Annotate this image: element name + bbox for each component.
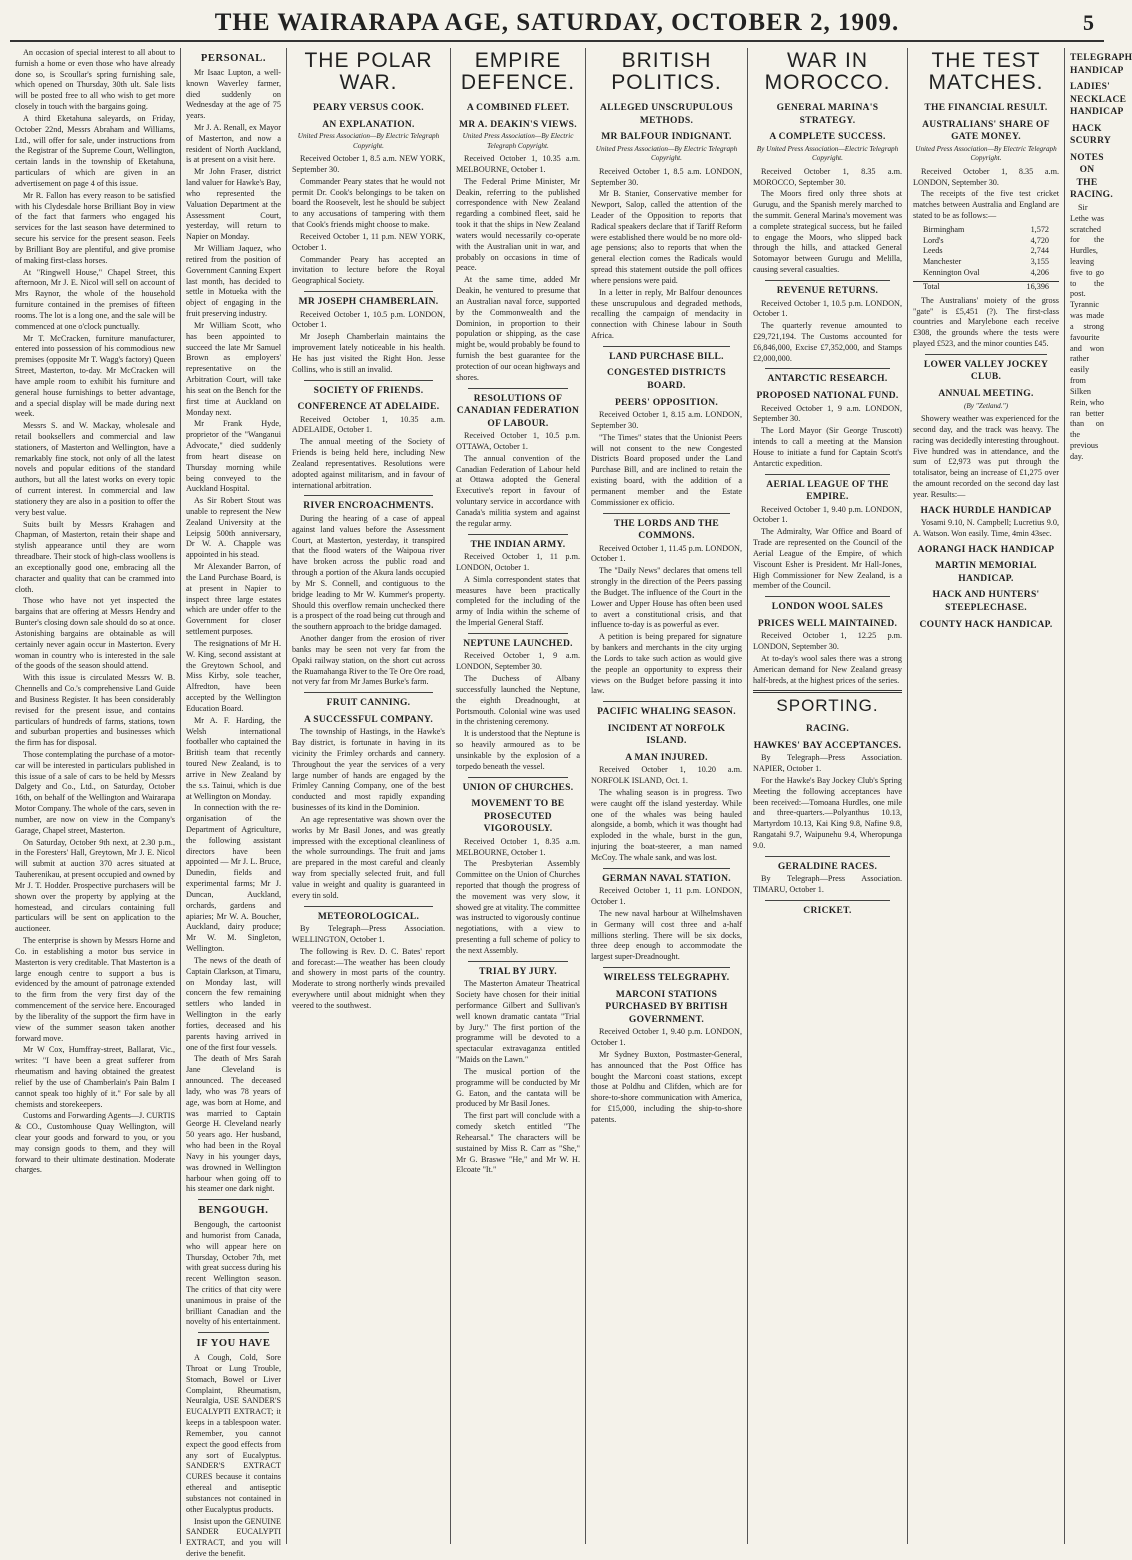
wire-credit: United Press Association—By Electric Telegraph Copyright.: [595, 144, 738, 163]
paragraph: The receipts of the five test cricket matches between Australia and England are stated to be as follows:—: [913, 189, 1059, 220]
dateline: Received October 1, 9 a.m. LONDON, September 30.: [456, 651, 580, 672]
column-local-notes: [10, 48, 180, 1544]
subheading: AERIAL LEAGUE OF THE EMPIRE.: [766, 479, 889, 503]
divider: [304, 906, 433, 907]
paragraph: With this issue is circulated Messrs W. B. Chennells and Co.'s comprehensive Land Guide and Business Register. It has been considerably revised for the present issue, and contains particulars of hundreds of farms, stations, town and suburban properties and businesses which the firm has for disposal.: [15, 673, 175, 748]
paragraph: Those who have not yet inspected the bargains that are offering at Messrs Hendry and Bunter's closing down sale should do so at once. Astonishing bargains are obtainable as will certainly never again occur in Masterton. Every woman in country who is interested in the sale of the goods of the season should attend.: [15, 596, 175, 671]
paragraph: Bengough, the cartoonist and humorist from Canada, who will appear here on Thursday, October 7th, met with great success during his recent Wellington season. The critics of that city were unanimous in praise of the brilliant Canadian and the novelty of his entertainment.: [186, 1220, 281, 1327]
subheading: THE LORDS AND THE COMMONS.: [614, 518, 719, 542]
divider: [468, 961, 568, 962]
race-heading: HACK HURDLE HANDICAP: [920, 505, 1052, 516]
table-cell: 2,744: [1030, 246, 1049, 256]
subheading: A COMPLETE SUCCESS.: [769, 132, 886, 143]
table-row: [913, 225, 1059, 236]
section-heading: PERSONAL.: [200, 53, 267, 64]
table-cell: Leeds: [923, 246, 943, 256]
paragraph: In a letter in reply, Mr Balfour denounces these unscrupulous and degraded methods, recalling the campaign of mendacity in connection with Chinese labour in South Africa.: [591, 287, 742, 341]
paragraph: The following is Rev. D. C. Bates' report and forecast:—The weather has been cloudy and showery in most parts of the country. Moderate to strong northerly winds prevailed everywhere until about midnight when they veered to the southwest.: [292, 946, 445, 1010]
paragraph: A Simla correspondent states that measures have been practically completed for the including of the army of India within the scheme of the Imperial General Staff.: [456, 574, 580, 628]
divider: [468, 633, 568, 634]
subheading: CONGESTED DISTRICTS BOARD.: [607, 368, 726, 391]
advert-heading: IF YOU HAVE: [196, 1338, 271, 1350]
column-racing-continued: [1064, 48, 1132, 1544]
subheading: RESOLUTIONS OF CANADIAN FEDERATION OF LABOUR.: [456, 393, 580, 429]
divider: [765, 900, 890, 901]
paragraph: Mr R. Fallon has every reason to be satisfied with his Clydesdale horse Brilliant Boy in view of the fact that farmers who engaged his services for the last season have determined to secure his service for the present season. Feels by Brilliant Boy are plentiful, and give promise of making first-class horses.: [15, 190, 175, 265]
paragraph: Commander Peary states that he would not permit Dr. Cook's belongings to be taken on board the Roosevelt, lest he should be subject to any accusations of tampering with them that Cook's friends might choose to make.: [292, 176, 445, 230]
column-empire-defence: [450, 48, 585, 1544]
paragraph: For the Hawke's Bay Jockey Club's Spring Meeting the following acceptances have been received:—Tomoana Hurdles, one mile and three-quarters.—Polyanthus 10.13, Martyrdom 10.13, Kai King 9.8, Nafine 9.8, Rangatahi 9.7, Waipunehu 9.4, Wheropunga 9.0.: [753, 775, 902, 850]
subheading: WIRELESS TELEGRAPHY.: [603, 973, 730, 984]
race-heading: NOTES ON THE RACING.: [1070, 152, 1114, 201]
paragraph: As Sir Robert Stout was unable to represent the New Zealand University at the Leipsig 500th anniversary, Dr W. A. Chapple was appointed in his stead.: [186, 496, 281, 560]
table-cell: 3,155: [1030, 257, 1049, 267]
dateline: Received October 1, 9 a.m. LONDON, September 30.: [753, 403, 902, 424]
section-heading: BENGOUGH.: [198, 1205, 269, 1217]
subheading: AN EXPLANATION.: [322, 119, 415, 130]
subheading: GERMAN NAVAL STATION.: [602, 873, 731, 884]
paragraph: The whaling season is in progress. Two were caught off the island yesterday. While one of the whales was being hauled alongside, a bomb, which it was thought had exploded in the whale, burst in the gun, injuring the boat-steerer, a man named McCoy. The whale sank, and was lost.: [591, 787, 742, 862]
dateline: Received October 1, 11 p.m. LONDON, October 1.: [456, 552, 580, 572]
paragraph: During the hearing of a case of appeal against land values before the Assessment Court, at Masterton, yesterday, it transpired that the flood waters of the Waipoua river have broken across the public road and through a portion of the Akura lands occupied by Mr S. Connell, and contiguous to the bridge leading to Mr W. Kummer's property. Should this overflow remain unchecked there is a prospect of the road being cut through and the southern approach to the bridge damaged.: [292, 513, 445, 632]
column-personal: [180, 48, 286, 1559]
subheading: CRICKET.: [803, 905, 852, 916]
dateline: Received October 1, 11 p.m. NEW YORK, October 1.: [292, 231, 445, 252]
paragraph: At the same time, added Mr Deakin, he ventured to presume that an Australian naval force, supported by the Commonwealth and the Dominion, in proportion to their population or shipping, as the case might be, would probably be found to furnish the best guarantee for the protection of our ocean highways and shores.: [456, 275, 580, 382]
paragraph: On Saturday, October 9th next, at 2.30 p.m., in the Foresters' Hall, Greytown, Mr J. E. Nicol will submit at auction 370 acres situated at Tauherenikau, at present occupied and owned by Mr J. T. Hodder. Prospective purchasers will be shown over the property by applying at the homestead, and circulars containing full particulars will be sent on application to the auctioneer.: [15, 837, 175, 934]
divider: [765, 368, 890, 369]
subheading: FRUIT CANNING.: [326, 698, 411, 709]
dateline: By Telegraph—Press Association. NAPIER, October 1.: [753, 753, 902, 774]
paragraph: Suits built by Messrs Krahagen and Chapman, of Masterton, retain their shape and stylish appearance until they are worn threadbare. Their stock of high-class woollens is an exceptionally good one, embracing all the character and quality that can be crammed into cloth.: [15, 519, 175, 594]
dateline: Received October 1, 10.5 p.m. OTTAWA, October 1.: [456, 431, 580, 451]
paragraph: An occasion of special interest to all about to furnish a home or even those who have already done so, is Scoullar's spring furnishing sale, which opened on Thursday, 30th ult. Sale lists will be posted free to all who wish to get more closely in touch with the bargains going.: [15, 48, 175, 112]
paragraph: Another danger from the erosion of river banks may be seen not very far from the Opaki railway station, on the short cut across the Ruamahanga River to the Te Ore Ore road, not very far from Mr James Burke's farm.: [292, 634, 445, 687]
paragraph: It is understood that the Neptune is so heavily armoured as to be unsinkable by the explosion of a torpedo beneath the vessel.: [456, 729, 580, 771]
subheading: LONDON WOOL SALES: [771, 602, 884, 613]
paragraph: The Australians' moiety of the gross "gate" is £5,451 (?). The first-class countries and Marylebone each receive £308, the grounds where the tests were played £523, and the minor counties £45.: [913, 295, 1059, 349]
divider: [765, 280, 890, 281]
paragraph: At to-day's wool sales there was a strong American demand for New Zealand greasy half-breds, at the highest prices of the series.: [753, 653, 902, 685]
paragraph: A third Eketahuna saleyards, on Friday, October 22nd, Messrs Abraham and Williams, Ltd., will offer for sale, under instructions from the Registrar of the Supreme Court, Wellington, certain lands in the township of Eketahuna, particulars of which are given in an advertisement on page 4 of this issue.: [15, 113, 175, 188]
paragraph: A Cough, Cold, Sore Throat or Lung Trouble, Stomach, Bowel or Liver Complaint, Rheumatism, Neuralgia, USE SANDER'S EUCALYPTI EXTRACT; it keeps in a tablespoon water. Remember, you cannot expect the good effects from any sort of Eucalyptus. SANDER'S EXTRACT CURES because it contains ethereal and antiseptic substances not contained in other Eucalyptus products.: [186, 1353, 281, 1514]
masthead: [10, 4, 1104, 42]
table-cell: 4,206: [1030, 268, 1049, 278]
subheading: UNION OF CHURCHES.: [462, 782, 574, 793]
article-title: THE TEST MATCHES.: [928, 49, 1044, 95]
race-heading: TELEGRAPH HANDICAP: [1070, 53, 1132, 76]
page-number: 5: [1083, 10, 1094, 35]
paragraph: The Masterton Amateur Theatrical Society have chosen for their initial performance Gilbert and Sullivan's well known dramatic cantata "Trial by Jury." The first portion of the programme will be devoted to a spectacular extravaganza entitled "Maids on the Lawn.": [456, 979, 580, 1065]
table-cell: 16,396: [1026, 281, 1049, 291]
column-polar-war: [286, 48, 450, 1544]
subheading: RIVER ENCROACHMENTS.: [303, 501, 434, 512]
dateline: Received October 1, 8.5 a.m. LONDON, September 30.: [591, 166, 742, 187]
subheading: PEARY VERSUS COOK.: [313, 103, 424, 114]
subheading: METEOROLOGICAL.: [317, 911, 420, 922]
paragraph: Those contemplating the purchase of a motor-car will be interested in particulars published in this issue of a sale of cars to be held by Messrs Dalgety and Co., Ltd., on Saturday, October 16th, on behalf of the Wellington and Wairarapa Motor Company. The whole of the cars, seven in number, are now on view in the Company's Garage, Chapel street, Masterton.: [15, 750, 175, 835]
race-heading: MARTIN MEMORIAL HANDICAP.: [935, 561, 1037, 584]
dateline: By Telegraph—Press Association. TIMARU, October 1.: [753, 874, 902, 895]
column-test-matches: [907, 48, 1064, 1544]
paragraph: The Moors fired only three shots at Gurugu, and the Spanish merely marched to the summit. General Marina's movement was a complete strategical success, but he failed to engage the Moors, who slipped back through the hills, and attacked General Sotomayor between Gurugu and Melilla, causing several casualties.: [753, 189, 902, 275]
paragraph: The Federal Prime Minister, Mr Deakin, referring to the published correspondence with New Zealand regarding a combined fleet, said he took it that the ships in New Zealand waters would necessarily co-operate with the Australian unit in war, and probably on occasions in time of peace.: [456, 176, 580, 273]
paragraph: The first part will conclude with a comedy sketch entitled "The Rehearsal." The characters will be sustained by Miss R. Carr as "She," Mr G. Braswe "He," and Mr W. H. Elcoate "It.": [456, 1111, 580, 1175]
paragraph: Mr Alexander Barron, of the Land Purchase Board, is at present in Napier to inspect three large estates which are under offer to the Government for closer settlement purposes.: [186, 562, 281, 637]
paragraph: An age representative was shown over the works by Mr Basil Jones, and was greatly impressed with the exceptional cleanliness of the whole surroundings. The fruit and jams are prepared in the most careful and cleanly way from specially selected fruit, and full value in weight and quality is guaranteed in every tin sold.: [292, 814, 445, 900]
paragraph: The Presbyterian Assembly Committee on the Union of Churches reported that though the progress of the movement was very slow, it showed gre at vitality. The committee was instructed to vigorously continue negotiations, with a view to presenting a full scheme of policy to the next Assembly.: [456, 859, 580, 955]
table-row: [913, 257, 1059, 268]
dateline: Received October 1, 8.35 a.m. LONDON, September 30.: [913, 166, 1059, 187]
subheading: ANNUAL MEETING.: [938, 389, 1034, 399]
divider: [603, 513, 730, 514]
subheading: GENERAL MARINA'S STRATEGY.: [776, 103, 879, 126]
article-title: EMPIRE DEFENCE.: [460, 49, 576, 95]
subheading: SOCIETY OF FRIENDS.: [313, 385, 424, 396]
dateline: Received October 1, 10.35 a.m. ADELAIDE, October 1.: [292, 414, 445, 435]
paragraph: Commander Peary has accepted an invitation to lecture before the Royal Geographical Society.: [292, 254, 445, 286]
paragraph: The township of Hastings, in the Hawke's Bay district, is fortunate in having in its vicinity the Frimley orchards and cannery. Throughout the year the services of a very large number of hands are engaged by the Frimley Canning Company, one of the best conducted and most rapidly expanding businesses of its kind in the Dominion.: [292, 727, 445, 813]
race-heading: LADIES' NECKLACE HANDICAP: [1070, 82, 1127, 118]
column-war-in-morocco: [747, 48, 907, 1544]
subheading: A COMBINED FLEET.: [466, 103, 570, 114]
subheading: REVENUE RETURNS.: [776, 285, 879, 296]
paragraph: The "Daily News" declares that omens tell strongly in the direction of the Peers passing the Budget. The influence of the Court in the Lower and Upper House has often been used to avert a constitutional crisis, and that influence to-day is as powerful as ever.: [591, 566, 742, 630]
paragraph: Mr William Scott, who has been appointed to succeed the late Mr Samuel Brown as employers' representative on the Arbitration Court, will take his seat on the Bench for the first time at Auckland on Monday next.: [186, 320, 281, 417]
divider: [468, 388, 568, 389]
divider: [603, 346, 730, 347]
paragraph: The musical portion of the programme will be conducted by Mr G. Eaton, and the cantata will be produced by Mr Basil Jones.: [456, 1066, 580, 1109]
column-british-politics: [585, 48, 747, 1544]
subheading: MR A. DEAKIN'S VIEWS.: [459, 119, 577, 130]
divider: [765, 856, 890, 857]
subheading: ALLEGED UNSCRUPULOUS METHODS.: [600, 103, 733, 126]
paragraph: The quarterly revenue amounted to £29,721,194. The Customs accounted for £6,846,000, Excise £7,352,000, and Stamps £2,000,000.: [753, 321, 902, 363]
paragraph: Mr William Jaquez, who retired from the position of Government Canning Expert last month, has decided to settle in Motueka with the object of engaging in the fruit preserving industry.: [186, 244, 281, 319]
paragraph: Sir Lethe was scratched for the Hurdles, leaving five to go to the post. Tyrannic was made a strong favourite and won rather easily from Silken Rein, who ran better than on the previous day.: [1070, 202, 1104, 461]
subheading: PROPOSED NATIONAL FUND.: [756, 391, 899, 401]
subheading: THE FINANCIAL RESULT.: [924, 103, 1048, 114]
paragraph: The death of Mrs Sarah Jane Cleveland is announced. The deceased lady, who was 78 years of age, was born at Home, and was married to Captain George H. Cleveland nearly 50 years ago. Her husband, who had been in the Royal Navy in his younger days, was drowned in Wellington harbour when going off to his steamer one dark night.: [186, 1054, 281, 1194]
dateline: Received October 1, 11.45 p.m. LONDON, October 1.: [591, 543, 742, 564]
dateline: Received October 1, 9.40 p.m. LONDON, October 1.: [753, 504, 902, 525]
wire-credit: United Press Association—By Electric Telegraph Copyright.: [297, 132, 440, 150]
paragraph: Customs and Forwarding Agents—J. CURTIS & CO., Customhouse Quay Wellington, will clear your goods and forward to you, or you may consign goods to them, and they will forward to their ultimate destination. Moderate charges.: [15, 1111, 175, 1175]
paragraph: Mr A. F. Harding, the Welsh international footballer who captained the British team that recently toured New Zealand, is to arrive in New Zealand by the s.s. Tainui, which is due at Wellington on Monday.: [186, 715, 281, 801]
paragraph: At "Ringwell House," Chapel Street, this afternoon, Mr J. E. Nicol will sell on account of Mrs Raynor, the whole of the household furniture contained in the premises of fifteen rooms. The lot is a long one, and the sale will be commenced at one o'clock punctually.: [15, 267, 175, 331]
paragraph: The enterprise is shown by Messrs Horne and Co. in establishing a motor bus service in Masterton is very creditable. That Masterton is a large enough centre to support a bus is evidenced by the amount of patronage extended to the firm from the very first day of the commencement of the service here. Encouraged by the liberality of the support the firm have in view of the summer season taken another forward move.: [15, 936, 175, 1043]
receipts-table: [913, 225, 1059, 293]
subheading: THE INDIAN ARMY.: [470, 539, 566, 550]
wire-credit: By United Press Association—Electric Telegraph Copyright.: [756, 144, 899, 163]
table-total-row: [913, 281, 1059, 293]
table-cell: Manchester: [923, 257, 962, 267]
table-row: [913, 268, 1059, 279]
subheading: CONFERENCE AT ADELAIDE.: [297, 402, 440, 413]
dateline: Received October 1, 10.35 a.m. MELBOURNE, October 1.: [456, 154, 580, 174]
paragraph: The Lord Mayor (Sir George Truscott) intends to call a meeting at the Mansion House to initiate a fund for Captain Scott's Antarctic expedition.: [753, 426, 902, 468]
subheading: A MAN INJURED.: [625, 752, 708, 763]
article-title: BRITISH POLITICS.: [611, 49, 722, 95]
dateline: Received October 1, 12.25 p.m. LONDON, September 30.: [753, 631, 902, 652]
divider: [925, 354, 1047, 355]
paragraph: Messrs S. and W. Mackay, wholesale and retail booksellers and commercial and law stationers, of Masterton and Wellington, have a remarkably fine stock, not only of all the latest novels and popular editions of the standard authors, but all the latest works on every topic of current interest. In commercial and law stationery they are also in a position to offer the very best value.: [15, 421, 175, 517]
table-row: [913, 246, 1059, 257]
paragraph: The Duchess of Albany successfully launched the Neptune, the eighth Dreadnought, at Portsmouth. Colonial wine was used in the christening ceremony.: [456, 674, 580, 727]
subheading: LAND PURCHASE BILL.: [609, 351, 724, 362]
subheading: A SUCCESSFUL COMPANY.: [303, 714, 434, 725]
paragraph: Mr John Fraser, district land valuer for Hawke's Bay, who represented the Valuation Department at the Assessment Court, yesterday, will return to Napier on Monday.: [186, 167, 281, 242]
masthead-title: THE WAIRARAPA AGE, SATURDAY, OCTOBER 2, 1909.: [214, 9, 900, 36]
article-title: THE POLAR WAR.: [304, 49, 433, 95]
subheading: MR JOSEPH CHAMBERLAIN.: [298, 297, 439, 308]
dateline: Received October 1, 10.5 p.m. LONDON, October 1.: [292, 309, 445, 330]
table-row: [913, 236, 1059, 247]
dateline: Received October 1, 10.5 p.m. LONDON, October 1.: [753, 298, 902, 319]
table-cell: Total: [923, 281, 940, 291]
dateline: Received October 1, 8.15 a.m. LONDON, September 30.: [591, 410, 742, 430]
divider: [468, 534, 568, 535]
section-title: SPORTING.: [776, 696, 879, 716]
paragraph: Mr Isaac Lupton, a well-known Waverley farmer, died suddenly on Wednesday at the age of 75 years.: [186, 67, 281, 121]
paragraph: Mr Frank Hyde, proprietor of the "Wanganui Advocate," died suddenly from heart disease on Thursday morning while being conveyed to the Auckland Hospital.: [186, 419, 281, 494]
subheading: MR BALFOUR INDIGNANT.: [601, 132, 732, 143]
paragraph: The Admiralty, War Office and Board of Trade are represented on the Council of the Aerial League of the Empire, of which Viscount Esher is President. Mr Hall-Jones, High Commissioner for New Zealand, is a member of the Council.: [753, 527, 902, 591]
paragraph: "The Times" states that the Unionist Peers will not consent to the new Congested Districts Board proposed under the Land Purchase Bill, and are inclined to retain the existing board, with the addition of a permanent member and the Estate Commissioner ex officio.: [591, 432, 742, 507]
paragraph: Mr T. McCracken, furniture manufacturer, entered into possession of his commodious new premises (opposite Mr T. Wagg's factory) Queen Street, Masterton, to-day. Mr McCracken will have ample room to exhibit his furniture and general house furnishings to better advantage, and a special display will be made during next week.: [15, 333, 175, 419]
paragraph: Mr Sydney Buxton, Postmaster-General, has announced that the Post Office has bought the Marconi coast stations, except those at Poldhu and Clifden, which are for shore-to-shore communication with America, for £15,000, including the ship-to-shore patents.: [591, 1049, 742, 1124]
table-cell: 4,720: [1030, 235, 1049, 245]
divider: [198, 1332, 269, 1333]
dateline: Received October 1, 8.35 a.m. MOROCCO, September 30.: [753, 166, 902, 187]
dateline: Received October 1, 8.35 a.m. MELBOURNE, October 1.: [456, 836, 580, 857]
paragraph: Yosami 9.10, N. Campbell; Lucretius 9.0, A. Watson. Won easily. Time, 4min 43sec.: [913, 518, 1059, 539]
article-title: WAR IN MOROCCO.: [764, 49, 891, 95]
divider: [603, 868, 730, 869]
dateline: By Telegraph—Press Association. WELLINGTON, October 1.: [292, 924, 445, 944]
paragraph: The resignations of Mr H. W. King, second assistant at the Greytown School, and Miss Kirby, sole teacher, Alfredton, have been accepted by the Wellington Education Board.: [186, 638, 281, 713]
table-cell: Birmingham: [923, 224, 965, 234]
subheading: TRIAL BY JURY.: [479, 966, 557, 977]
wire-credit: United Press Association—By Electric Telegraph Copyright.: [462, 132, 574, 150]
paragraph: The annual meeting of the Society of Friends is being held here, including New Zealand representatives. Resolutions were adopted against militarism, and in favour of international arbitration.: [292, 437, 445, 490]
race-heading: COUNTY HACK HANDICAP.: [919, 619, 1053, 630]
divider: [304, 380, 433, 381]
paragraph: Mr Joseph Chamberlain maintains the improvement lately noticeable in his health. He has just visited the Right Hon. Jesse Collins, who is still an invalid.: [292, 332, 445, 374]
race-heading: AORANGI HACK HANDICAP: [917, 544, 1055, 555]
subheading: ANTARCTIC RESEARCH.: [767, 374, 888, 385]
subheading: PEERS' OPPOSITION.: [614, 397, 719, 408]
paragraph: A petition is being prepared for signature by bankers and merchants in the city urging the Lords to take such action as would give the people an opportunity to express their views on the Budget before passing it into law.: [591, 632, 742, 696]
divider: [304, 291, 433, 292]
subheading: PACIFIC WHALING SEASON.: [597, 707, 736, 718]
dateline: Received October 1, 11 p.m. LONDON, October 1.: [591, 886, 742, 907]
paragraph: The new naval harbour at Wilhelmshaven in Germany will cost three and a-half millions sterling. There will be six docks, three deep enough to accommodate the largest super-Dreadnought.: [591, 908, 742, 962]
table-cell: Lord's: [923, 235, 944, 245]
double-divider: [753, 690, 902, 693]
subheading: INCIDENT AT NORFOLK ISLAND.: [607, 723, 726, 747]
divider: [603, 967, 730, 968]
paragraph: Mr B. Stanier, Conservative member for Newport, Salop, called the attention of the Leader of the Opposition to reports that Radical speakers declare that if Tariff Reform were established there would be no more old-age pensions; also to reports that when the general election comes the Radicals would spread this statement outside the poll offices where pensions were paid.: [591, 189, 742, 285]
byline: (By "Zetland."): [964, 401, 1008, 410]
divider: [765, 474, 890, 475]
paragraph: In connection with the re-organisation of the Department of Agriculture, the following assistant directors have been appointed — Mr J. L. Bruce, Dunedin, fields and experimental farms; Mr J. Duncan, Auckland, orchards, gardens and apiaries; Mr W. A. Boucher, Auckland, dairy produce; Mr W. M. Singleton, Wellington.: [186, 803, 281, 954]
race-heading: HACK AND HUNTERS' STEEPLECHASE.: [932, 590, 1040, 613]
wire-credit: United Press Association—By Electric Telegraph Copyright.: [915, 144, 1057, 163]
divider: [304, 495, 433, 496]
dateline: Received October 1, 10.20 a.m. NORFOLK ISLAND, Oct. 1.: [591, 765, 742, 786]
dateline: Received October 1, 9.40 p.m. LONDON, October 1.: [591, 1027, 742, 1048]
table-cell: Kennington Oval: [923, 268, 980, 278]
divider: [765, 596, 890, 597]
paragraph: Mr J. A. Renall, ex Mayor of Masterton, and now a resident of North Auckland, is at present on a visit here.: [186, 123, 281, 165]
subheading: GERALDINE RACES.: [777, 861, 878, 872]
divider: [198, 1199, 269, 1200]
subheading: MARCONI STATIONS PURCHASED BY BRITISH GOVERNMENT.: [605, 989, 728, 1025]
subheading: RACING.: [805, 724, 849, 735]
subheading: LOWER VALLEY JOCKEY CLUB.: [923, 359, 1049, 383]
table-cell: 1,572: [1030, 224, 1049, 234]
race-heading: HACK SCURRY: [1070, 123, 1112, 147]
divider: [304, 692, 433, 693]
divider: [468, 777, 568, 778]
subheading: NEPTUNE LAUNCHED.: [463, 638, 573, 649]
paragraph: The news of the death of Captain Clarkson, at Timaru, on Monday last, will concern the few remaining settlers who landed in Wellington in the early forties, deceased and his parents having arrived in one of the first four vessels.: [186, 955, 281, 1052]
subheading: HAWKES' BAY ACCEPTANCES.: [753, 740, 902, 751]
subheading: MOVEMENT TO BE PROSECUTED VIGOROUSLY.: [471, 799, 565, 835]
paragraph: The annual convention of the Canadian Federation of Labour held at Ottawa adopted the General Executive's report in favour of voluntary service in accordance with Canada's militia system and against the regular army.: [456, 453, 580, 528]
paragraph: Showery weather was experienced for the second day, and the track was heavy. The racing was decidedly interesting throughout. Five hundred was in attendance, and the sum of £2,973 was put through the totalisator, being an increase of £1,275 over the amount recorded on the second day last year. Results:—: [913, 414, 1059, 499]
dateline: Received October 1, 8.5 a.m. NEW YORK, September 30.: [292, 154, 445, 174]
subheading: AUSTRALIANS' SHARE OF GATE MONEY.: [922, 119, 1050, 143]
paragraph: Insist upon the GENUINE SANDER EUCALYPTI EXTRACT, and you will derive the benefit.: [186, 1516, 281, 1559]
divider: [603, 701, 730, 702]
subheading: PRICES WELL MAINTAINED.: [757, 618, 898, 629]
paragraph: Mr W Cox, Humffray-street, Ballarat, Vic., writes: "I have been a great sufferer from rheumatism and having obtained the greatest relief by the use of Chamberlain's Pain Balm I cannot speak too highly of it." For sale by all chemists and storekeepers.: [15, 1045, 175, 1109]
